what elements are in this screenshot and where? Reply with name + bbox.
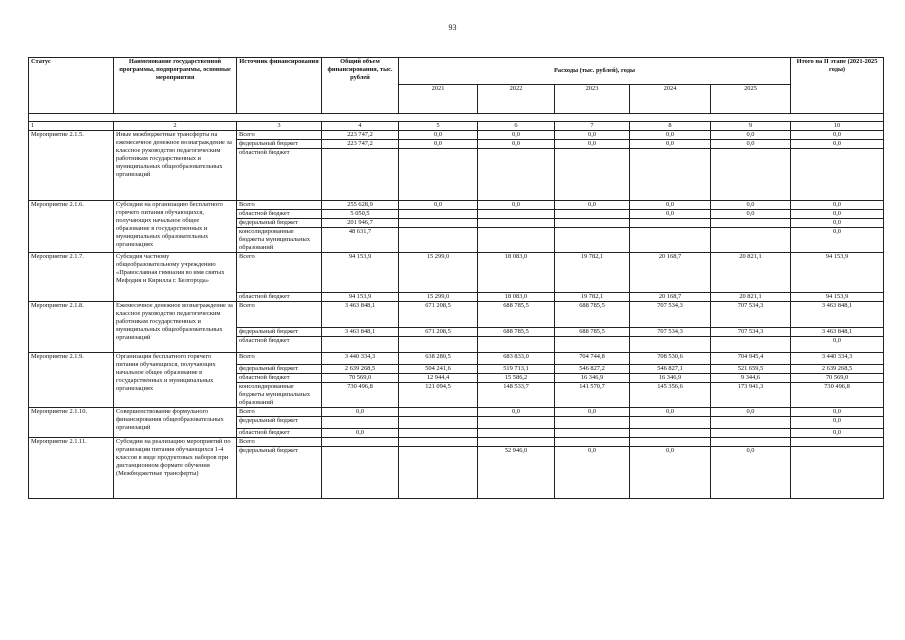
year-amount: 0,0: [711, 408, 791, 417]
year-amount: 0,0: [399, 201, 478, 210]
page-number: 93: [448, 23, 457, 32]
col-number: 1: [29, 122, 114, 131]
total-amount: 0,0: [322, 408, 399, 417]
header-year-2023: 2023: [555, 85, 630, 114]
total-amount: [322, 438, 399, 447]
col-number: 7: [555, 122, 630, 131]
measure-name: Субсидии на реализацию мероприятий по организации питания обучающихся 1-4 классов в виде продуктовых наборов при дистанционном формате обучения (Межбюджетные трансферты): [114, 438, 237, 499]
funding-source: консолидированные бюджеты муниципальных образований: [237, 383, 322, 408]
stage-total-amount: 2 639 268,5: [791, 365, 884, 374]
year-amount: [399, 408, 478, 417]
stage-total-amount: 0,0: [791, 219, 884, 228]
year-amount: [555, 228, 630, 253]
year-amount: 16 346,9: [555, 374, 630, 383]
year-amount: 519 713,1: [478, 365, 555, 374]
stage-total-amount: 730 496,8: [791, 383, 884, 408]
year-amount: 145 356,6: [630, 383, 711, 408]
year-amount: [478, 337, 555, 353]
measure-name: Иные межбюджетные трансферты на ежемесячное денежное вознаграждение за классное руководство педагогическим работникам государственных и муниципальных общеобразовательных организаций: [114, 131, 237, 201]
year-amount: [711, 228, 791, 253]
header-year-2021: 2021: [399, 85, 478, 114]
year-amount: 688 785,5: [478, 328, 555, 337]
year-amount: 15 299,0: [399, 293, 478, 302]
stage-total-amount: 0,0: [791, 131, 884, 140]
year-amount: [711, 219, 791, 228]
year-amount: [630, 219, 711, 228]
year-amount: 19 782,1: [555, 293, 630, 302]
year-amount: 0,0: [630, 131, 711, 140]
year-amount: 0,0: [555, 201, 630, 210]
header-stage-total: Итого на II этапе (2021-2025 годы): [791, 58, 884, 114]
stage-total-amount: 3 463 848,1: [791, 328, 884, 337]
year-amount: [711, 337, 791, 353]
year-amount: [399, 337, 478, 353]
year-amount: 0,0: [555, 131, 630, 140]
year-amount: 0,0: [478, 201, 555, 210]
year-amount: 15 299,0: [399, 253, 478, 293]
measure-status: Мероприятие 2.1.5.: [29, 131, 114, 201]
year-amount: [478, 417, 555, 429]
funding-source: Всего: [237, 438, 322, 447]
stage-total-amount: 94 153,9: [791, 253, 884, 293]
budget-table: [28, 57, 884, 499]
table-row: [29, 253, 884, 293]
stage-total-amount: 0,0: [791, 429, 884, 438]
total-amount: 255 628,9: [322, 201, 399, 210]
total-amount: 70 569,0: [322, 374, 399, 383]
col-number: 4: [322, 122, 399, 131]
year-amount: 20 821,1: [711, 253, 791, 293]
year-amount: [711, 417, 791, 429]
year-amount: 546 827,1: [630, 365, 711, 374]
header-spacer: [29, 114, 884, 122]
total-amount: [322, 337, 399, 353]
year-amount: [711, 429, 791, 438]
year-amount: 0,0: [478, 408, 555, 417]
stage-total-amount: 0,0: [791, 210, 884, 219]
funding-source: Всего: [237, 302, 322, 328]
year-amount: 521 659,5: [711, 365, 791, 374]
year-amount: [399, 438, 478, 447]
total-amount: 94 153,9: [322, 253, 399, 293]
header-status: Статус: [29, 58, 114, 114]
measure-status: Мероприятие 2.1.6.: [29, 201, 114, 253]
header-total: Общий объем финансирования, тыс. рублей: [322, 58, 399, 114]
year-amount: 0,0: [711, 447, 791, 499]
year-amount: 0,0: [555, 408, 630, 417]
funding-source: федеральный бюджет: [237, 447, 322, 499]
year-amount: 173 941,3: [711, 383, 791, 408]
year-amount: 18 083,0: [478, 293, 555, 302]
year-amount: [630, 438, 711, 447]
funding-source: областной бюджет: [237, 210, 322, 219]
stage-total-amount: 94 153,9: [791, 293, 884, 302]
stage-total-amount: [791, 447, 884, 499]
stage-total-amount: [791, 438, 884, 447]
header-year-2024: 2024: [630, 85, 711, 114]
year-amount: [555, 219, 630, 228]
year-amount: 20 168,7: [630, 293, 711, 302]
total-amount: 5 050,5: [322, 210, 399, 219]
year-amount: [399, 228, 478, 253]
measure-status: Мероприятие 2.1.8.: [29, 302, 114, 353]
year-amount: [399, 417, 478, 429]
year-amount: 15 586,2: [478, 374, 555, 383]
total-amount: 730 496,8: [322, 383, 399, 408]
stage-total-amount: 0,0: [791, 408, 884, 417]
measure-status: Мероприятие 2.1.11.: [29, 438, 114, 499]
year-amount: 0,0: [478, 140, 555, 149]
year-amount: [630, 149, 711, 201]
year-amount: 0,0: [630, 140, 711, 149]
year-amount: 20 168,7: [630, 253, 711, 293]
year-amount: [399, 447, 478, 499]
table-row: [29, 302, 884, 328]
year-amount: 0,0: [399, 131, 478, 140]
funding-source: Всего: [237, 131, 322, 140]
measure-name: Субсидия частному общеобразовательному учреждению «Православная гимназия во имя святых Мефодия и Кирилла г. Белгорода»: [114, 253, 237, 302]
year-amount: 141 570,7: [555, 383, 630, 408]
col-number: 8: [630, 122, 711, 131]
year-amount: [478, 149, 555, 201]
year-amount: [555, 417, 630, 429]
year-amount: 12 944,4: [399, 374, 478, 383]
year-amount: 0,0: [555, 447, 630, 499]
year-amount: [711, 149, 791, 201]
year-amount: 707 534,3: [630, 328, 711, 337]
year-amount: 20 821,1: [711, 293, 791, 302]
table-row: [29, 131, 884, 140]
year-amount: [630, 429, 711, 438]
measure-name: Организация бесплатного горячего питания обучающихся, получающих начальное общее образование в государственных и муниципальных организациях: [114, 353, 237, 408]
col-number: 9: [711, 122, 791, 131]
year-amount: 546 827,2: [555, 365, 630, 374]
table-row: [29, 438, 884, 447]
year-amount: 688 785,5: [555, 328, 630, 337]
year-amount: [555, 149, 630, 201]
year-amount: 0,0: [399, 140, 478, 149]
table-row: [29, 408, 884, 417]
total-amount: 3 463 848,1: [322, 328, 399, 337]
measure-name: Субсидии на организацию бесплатного горячего питания обучающихся, получающих начальное общее образование в государственных и муниципальных образовательных организациях: [114, 201, 237, 253]
col-number: 6: [478, 122, 555, 131]
funding-source: федеральный бюджет: [237, 219, 322, 228]
col-number: 3: [237, 122, 322, 131]
stage-total-amount: 70 569,0: [791, 374, 884, 383]
year-amount: [555, 438, 630, 447]
year-amount: 707 534,3: [711, 302, 791, 328]
year-amount: [555, 210, 630, 219]
year-amount: 707 534,3: [630, 302, 711, 328]
header-year-2022: 2022: [478, 85, 555, 114]
year-amount: 9 344,6: [711, 374, 791, 383]
year-amount: 708 530,6: [630, 353, 711, 365]
year-amount: 683 833,0: [478, 353, 555, 365]
year-amount: [478, 219, 555, 228]
year-amount: [630, 228, 711, 253]
total-amount: 48 631,7: [322, 228, 399, 253]
year-amount: 0,0: [478, 131, 555, 140]
stage-total-amount: 0,0: [791, 201, 884, 210]
year-amount: 0,0: [630, 201, 711, 210]
year-amount: 688 785,5: [555, 302, 630, 328]
funding-source: Всего: [237, 353, 322, 365]
year-amount: 704 744,8: [555, 353, 630, 365]
column-number-row: [29, 122, 884, 131]
total-amount: 223 747,2: [322, 140, 399, 149]
year-amount: 688 785,5: [478, 302, 555, 328]
stage-total-amount: 0,0: [791, 417, 884, 429]
stage-total-amount: 3 463 848,1: [791, 302, 884, 328]
year-amount: 0,0: [711, 140, 791, 149]
funding-source: областной бюджет: [237, 337, 322, 353]
year-amount: 0,0: [711, 210, 791, 219]
year-amount: 0,0: [630, 447, 711, 499]
year-amount: 16 346,9: [630, 374, 711, 383]
year-amount: [478, 438, 555, 447]
total-amount: 0,0: [322, 429, 399, 438]
year-amount: [399, 219, 478, 228]
col-number: 5: [399, 122, 478, 131]
funding-source: областной бюджет: [237, 149, 322, 201]
measure-name: Совершенствование формульного финансирования общеобразовательных организаций: [114, 408, 237, 438]
funding-source: консолидированные бюджеты муниципальных образований: [237, 228, 322, 253]
total-amount: [322, 447, 399, 499]
funding-source: федеральный бюджет: [237, 365, 322, 374]
measure-status: Мероприятие 2.1.9.: [29, 353, 114, 408]
year-amount: 671 208,5: [399, 302, 478, 328]
funding-source: Всего: [237, 253, 322, 293]
year-amount: 671 208,5: [399, 328, 478, 337]
total-amount: 2 639 268,5: [322, 365, 399, 374]
year-amount: 19 782,1: [555, 253, 630, 293]
total-amount: 3 440 334,3: [322, 353, 399, 365]
table-body: [29, 131, 884, 499]
measure-status: Мероприятие 2.1.7.: [29, 253, 114, 302]
total-amount: 94 153,9: [322, 293, 399, 302]
total-amount: [322, 417, 399, 429]
header-program: Наименование государственной программы, подпрограммы, основные мероприятия: [114, 58, 237, 114]
funding-source: областной бюджет: [237, 429, 322, 438]
year-amount: 0,0: [630, 408, 711, 417]
year-amount: 121 094,5: [399, 383, 478, 408]
year-amount: 0,0: [555, 140, 630, 149]
funding-source: областной бюджет: [237, 374, 322, 383]
year-amount: 504 241,6: [399, 365, 478, 374]
funding-source: федеральный бюджет: [237, 140, 322, 149]
year-amount: [478, 228, 555, 253]
total-amount: [322, 149, 399, 201]
year-amount: 0,0: [711, 201, 791, 210]
col-number: 10: [791, 122, 884, 131]
year-amount: [399, 210, 478, 219]
table-row: [29, 201, 884, 210]
year-amount: 707 534,3: [711, 328, 791, 337]
measure-status: Мероприятие 2.1.10.: [29, 408, 114, 438]
stage-total-amount: 3 440 334,3: [791, 353, 884, 365]
header-source: Источник финансирования: [237, 58, 322, 114]
funding-source: федеральный бюджет: [237, 417, 322, 429]
stage-total-amount: 0,0: [791, 337, 884, 353]
year-amount: 0,0: [711, 131, 791, 140]
total-amount: 223 747,2: [322, 131, 399, 140]
measure-name: Ежемесячное денежное вознаграждение за классное руководство педагогическим работникам государственных и муниципальных общеобразовательных организаций: [114, 302, 237, 353]
stage-total-amount: [791, 149, 884, 201]
header-expenses: Расходы (тыс. рублей), годы: [399, 58, 791, 85]
year-amount: [478, 429, 555, 438]
funding-source: областной бюджет: [237, 293, 322, 302]
year-amount: [478, 210, 555, 219]
year-amount: 18 083,0: [478, 253, 555, 293]
year-amount: [555, 429, 630, 438]
year-amount: 638 280,5: [399, 353, 478, 365]
year-amount: [630, 417, 711, 429]
stage-total-amount: 0,0: [791, 140, 884, 149]
table-row: [29, 353, 884, 365]
funding-source: Всего: [237, 201, 322, 210]
total-amount: 201 946,7: [322, 219, 399, 228]
funding-source: Всего: [237, 408, 322, 417]
stage-total-amount: 0,0: [791, 228, 884, 253]
total-amount: 3 463 848,1: [322, 302, 399, 328]
year-amount: [399, 429, 478, 438]
year-amount: 52 946,0: [478, 447, 555, 499]
year-amount: [711, 438, 791, 447]
year-amount: [399, 149, 478, 201]
year-amount: [555, 337, 630, 353]
funding-source: федеральный бюджет: [237, 328, 322, 337]
year-amount: 704 945,4: [711, 353, 791, 365]
col-number: 2: [114, 122, 237, 131]
year-amount: 0,0: [630, 210, 711, 219]
year-amount: 148 533,7: [478, 383, 555, 408]
year-amount: [630, 337, 711, 353]
header-year-2025: 2025: [711, 85, 791, 114]
